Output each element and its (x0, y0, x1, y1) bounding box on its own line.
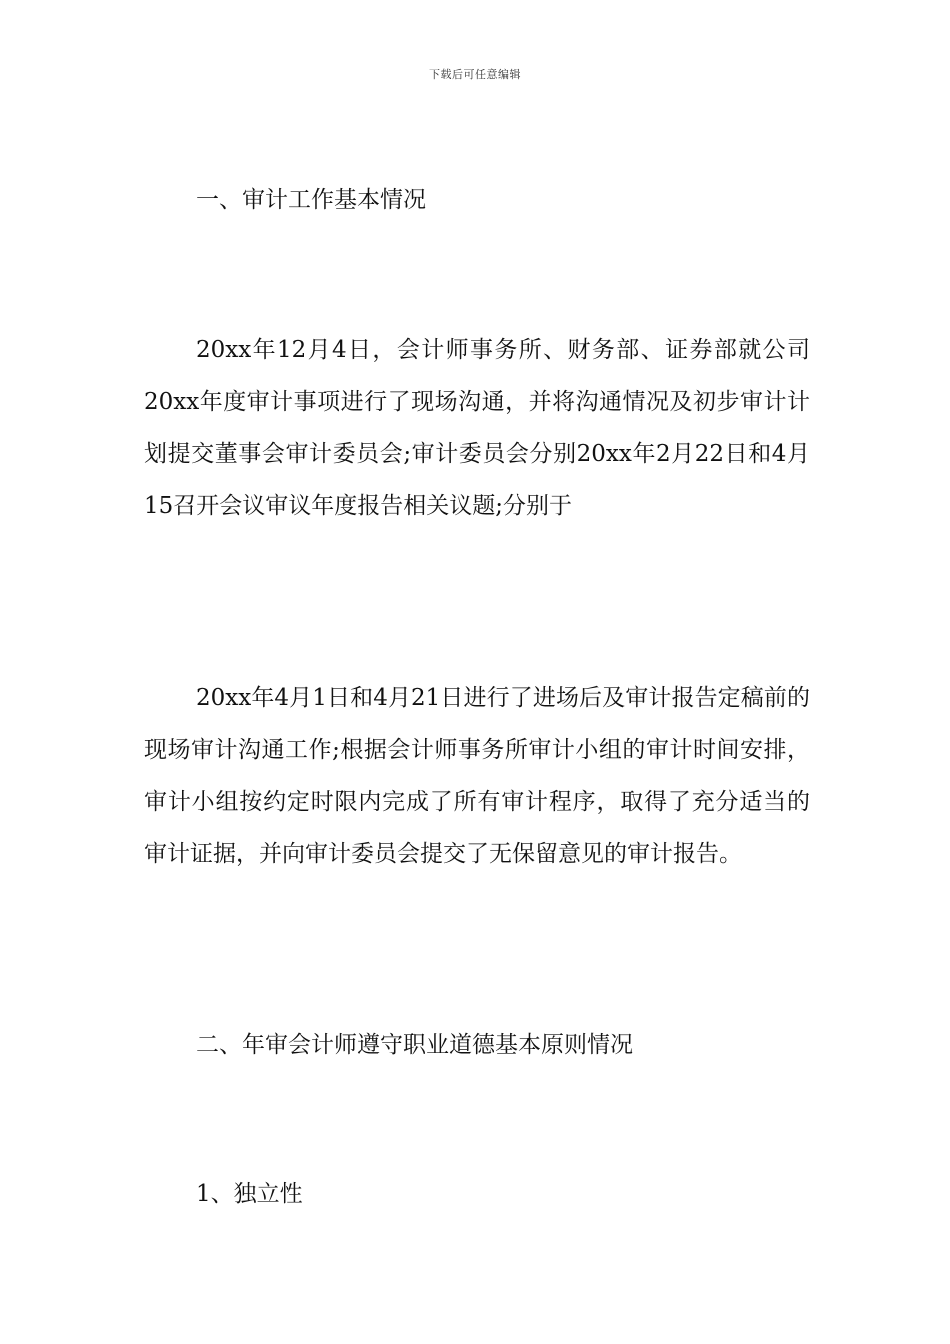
paragraph-2: 20xx年4月1日和4月21日进行了进场后及审计报告定稿前的现场审计沟通工作;根据会计师事务所审计小组的审计时间安排，审计小组按约定时限内完成了所有审计程序，取得了充分适当的审计证据，并向审计委员会提交了无保留意见的审计报告。 (144, 685, 810, 867)
subsection-heading-1: 1、独立性 (196, 1181, 303, 1207)
section-heading-1: 一、审计工作基本情况 (196, 187, 426, 213)
header-note: 下载后可任意编辑 (429, 68, 521, 81)
section-heading-2: 二、年审会计师遵守职业道德基本原则情况 (196, 1032, 633, 1058)
paragraph-1: 20xx年12月4日，会计师事务所、财务部、证券部就公司20xx年度审计事项进行了现场沟通，并将沟通情况及初步审计计划提交董事会审计委员会;审计委员会分别20xx年2月22日和4月15召开会议审议年度报告相关议题;分别于 (144, 337, 810, 519)
